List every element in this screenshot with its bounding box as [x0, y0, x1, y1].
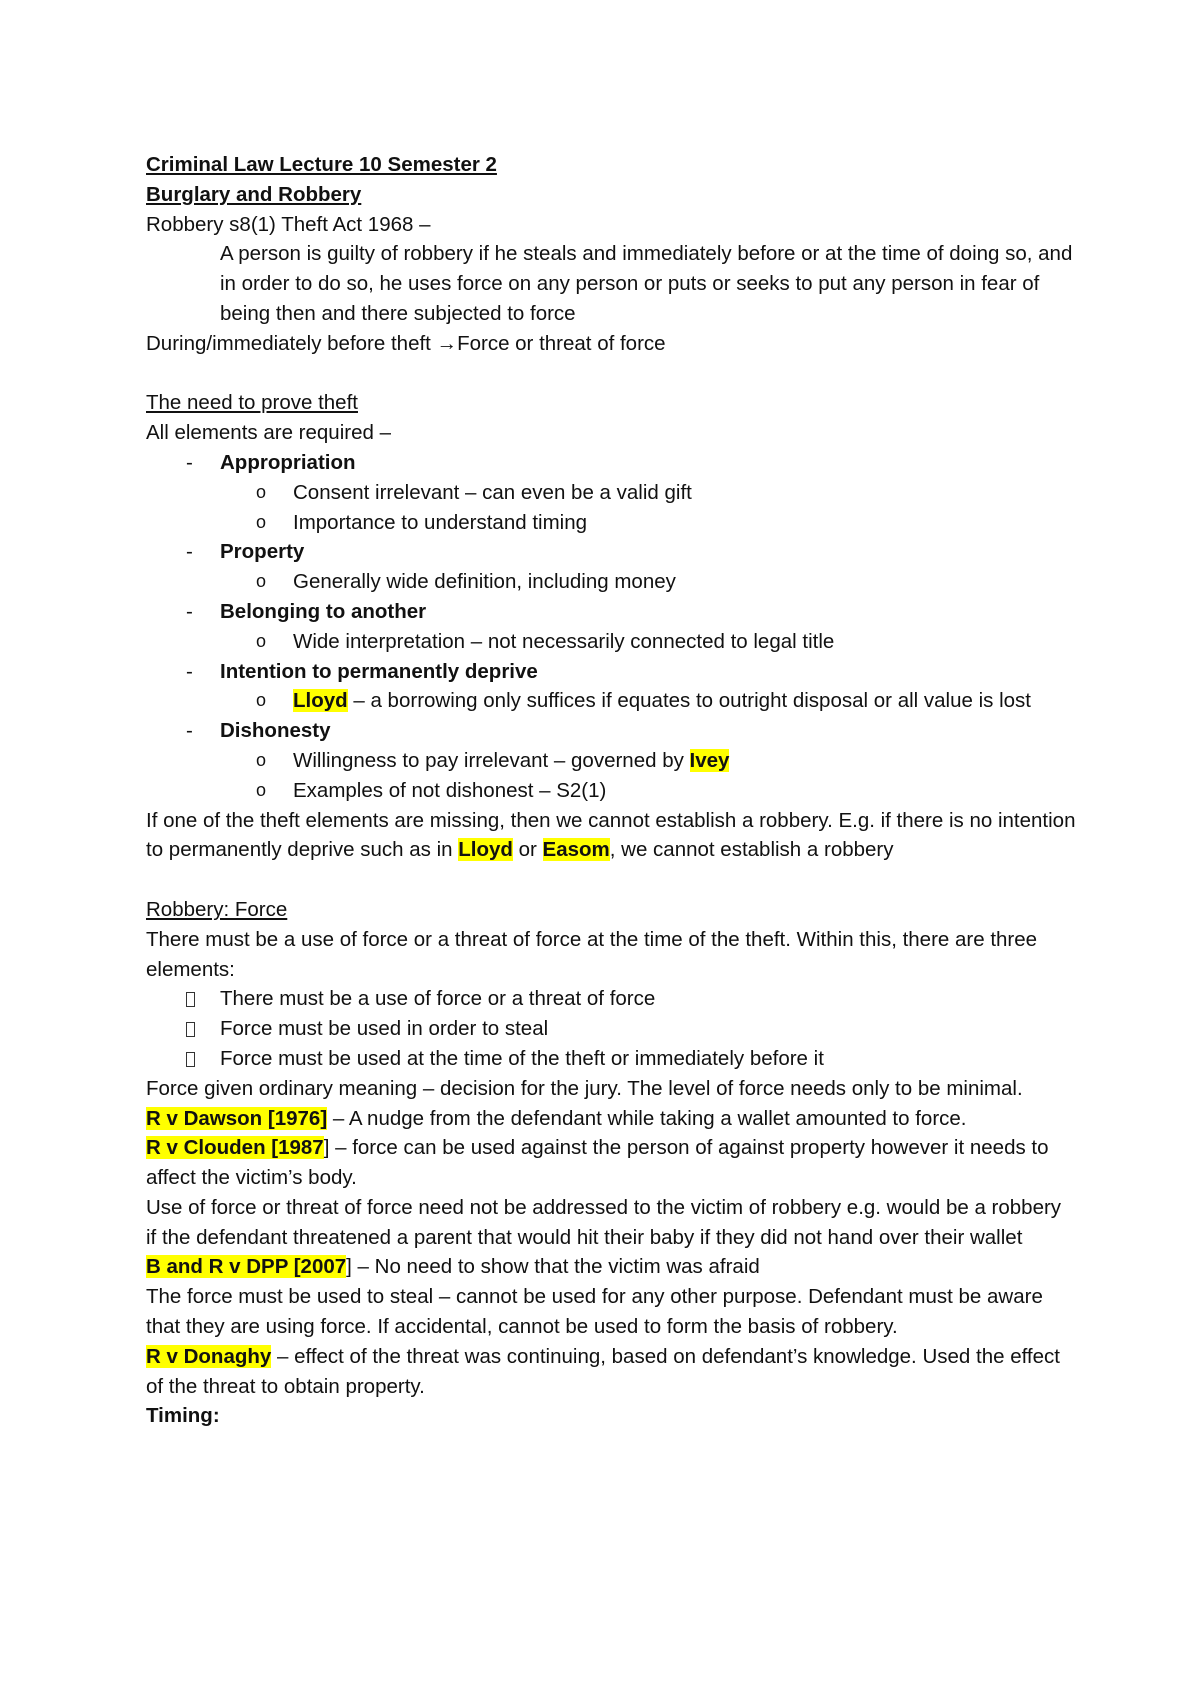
list-item-label: Appropriation [220, 450, 356, 474]
list-item-label: Belonging to another [220, 599, 427, 623]
case-name-highlight: R v Clouden [1987 [146, 1136, 324, 1160]
case-name-highlight: Lloyd [293, 689, 348, 713]
case-donaghy [146, 1342, 1076, 1402]
list-item-property [146, 537, 1076, 567]
case-dawson [146, 1104, 1076, 1134]
document-body [146, 150, 1076, 1431]
force-to-steal-paragraph: The force must be used to steal – cannot be used for any other purpose. Defendant must be aware that they are using force. If accidental, cannot be used to form the basis of robbery. [146, 1285, 1043, 1339]
list-item-appropriation [146, 448, 1076, 478]
circle-bullet-icon: o [256, 630, 267, 651]
case-name-highlight: Easom [542, 838, 610, 862]
sub-item [146, 686, 1076, 716]
list-item-intention [146, 657, 1076, 687]
sub-item-text: Generally wide definition, including money [293, 570, 676, 594]
ordinary-meaning-paragraph: Force given ordinary meaning – decision for the jury. The level of force needs only to be minimal. [146, 1076, 1023, 1100]
force-element-item [146, 1044, 1076, 1074]
sub-item [146, 508, 1076, 538]
spacer [146, 865, 1076, 895]
during-theft-line [146, 329, 1076, 359]
circle-bullet-icon: o [256, 690, 267, 711]
timing-heading: Timing: [146, 1404, 220, 1428]
during-theft-text: During/immediately before theft [146, 331, 437, 355]
list-item-label: Intention to permanently deprive [220, 659, 538, 683]
force-element-text: There must be a use of force or a threat of force [220, 987, 656, 1011]
circle-bullet-icon: o [256, 749, 267, 770]
list-item-belonging [146, 597, 1076, 627]
case-name-highlight: R v Donaghy [146, 1344, 272, 1368]
case-name-highlight: Ivey [689, 748, 730, 772]
sub-item-text: Importance to understand timing [293, 510, 587, 534]
robbery-statute-quote: A person is guilty of robbery if he steals and immediately before or at the time of doing so, and in order to do so, he uses force on any person or puts or seeks to put any person in fear of being then and there subjected to force [220, 242, 1073, 325]
document-title: Criminal Law Lecture 10 Semester 2 [146, 153, 497, 176]
box-bullet-icon [186, 992, 195, 1007]
document-subtitle: Burglary and Robbery [146, 182, 362, 206]
sub-item-text: Examples of not dishonest – S2(1) [293, 778, 607, 802]
circle-bullet-icon: o [256, 779, 267, 800]
circle-bullet-icon: o [256, 571, 267, 592]
force-element-item [146, 1014, 1076, 1044]
force-element-text: Force must be used in order to steal [220, 1017, 549, 1041]
case-name-highlight: Lloyd [458, 838, 513, 862]
list-item-label: Property [220, 540, 305, 564]
box-bullet-icon [186, 1022, 195, 1037]
list-item-label: Dishonesty [220, 719, 331, 743]
paragraph-text: or [512, 838, 543, 862]
elements-intro: All elements are required – [146, 421, 391, 445]
force-element-text: Force must be used at the time of the theft or immediately before it [220, 1046, 824, 1070]
box-bullet-icon [186, 1052, 195, 1067]
robbery-statute-label: Robbery s8(1) Theft Act 1968 – [146, 212, 431, 236]
missing-elements-paragraph [146, 806, 1076, 866]
dash-bullet-icon: - [186, 540, 193, 564]
arrow-icon: → [436, 331, 458, 355]
case-summary: ] – No need to show that the victim was afraid [346, 1255, 760, 1279]
circle-bullet-icon: o [256, 511, 267, 532]
sub-item-text: Willingness to pay irrelevant – governed by [293, 748, 690, 772]
case-summary: – effect of the threat was continuing, based on defendant’s knowledge. Used the effect of the threat to obtain property. [146, 1344, 1060, 1398]
force-element-item [146, 984, 1076, 1014]
paragraph-text: If one of the theft elements are missing, then we cannot establish a robbery. E.g. if there is no intention to permanently deprive such as in [146, 808, 1076, 862]
sub-item [146, 746, 1076, 776]
victim-paragraph: Use of force or threat of force need not be addressed to the victim of robbery e.g. would be a robbery if the defendant threatened a parent that would hit their baby if they did not hand over their wallet [146, 1195, 1062, 1249]
sub-item [146, 478, 1076, 508]
sub-item [146, 567, 1076, 597]
case-summary: ] – force can be used against the person of against property however it needs to affect the victim’s body. [146, 1136, 1049, 1190]
force-intro: There must be a use of force or a threat of force at the time of the theft. Within this, there are three elements: [146, 927, 1038, 981]
section-heading-force: Robbery: Force [146, 897, 288, 921]
case-summary: – A nudge from the defendant while taking a wallet amounted to force. [327, 1106, 967, 1130]
paragraph-text: , we cannot establish a robbery [609, 838, 894, 862]
dash-bullet-icon: - [186, 659, 193, 683]
circle-bullet-icon: o [256, 481, 267, 502]
sub-item [146, 627, 1076, 657]
case-name-highlight: B and R v DPP [2007 [146, 1255, 347, 1279]
case-clouden [146, 1133, 1076, 1193]
sub-item-text: Consent irrelevant – can even be a valid gift [293, 480, 692, 504]
dash-bullet-icon: - [186, 450, 193, 474]
spacer [146, 359, 1076, 389]
case-dpp [146, 1252, 1076, 1282]
dash-bullet-icon: - [186, 719, 193, 743]
list-item-dishonesty [146, 716, 1076, 746]
case-name-highlight: R v Dawson [1976] [146, 1106, 328, 1130]
sub-item-text: – a borrowing only suffices if equates to outright disposal or all value is lost [347, 689, 1031, 713]
section-heading-prove-theft: The need to prove theft [146, 391, 358, 415]
force-threat-text: Force or threat of force [457, 331, 666, 355]
dash-bullet-icon: - [186, 599, 193, 623]
sub-item-text: Wide interpretation – not necessarily connected to legal title [293, 629, 835, 653]
sub-item [146, 776, 1076, 806]
